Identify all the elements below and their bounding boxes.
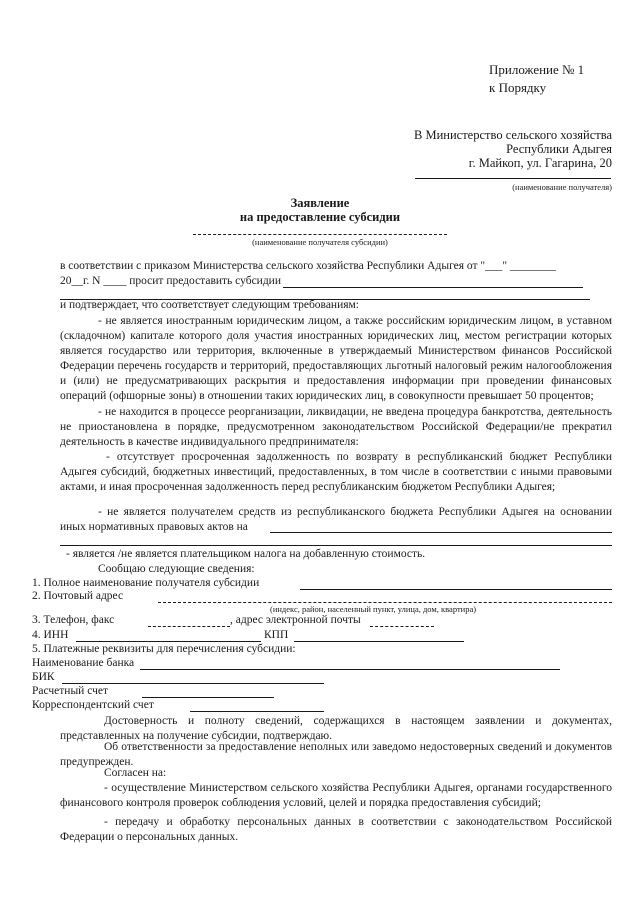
legal-acts-line[interactable] bbox=[270, 532, 612, 533]
addressee-fill-line[interactable] bbox=[415, 178, 611, 179]
bik-label: БИК bbox=[32, 671, 55, 683]
legal-acts-line-2[interactable] bbox=[60, 545, 612, 546]
document-title: Заявление bbox=[290, 196, 350, 210]
requirement-no-debt: - отсутствует просроченная задолженность по возврату в республиканский бюджет Республики Адыгея субсидий, бюджетных инвестиций, предоставленных, в том числе в соответствии с иными правовыми актами, и иная просроченная задолженность перед республиканским бюджетом Республики Адыгея; bbox=[60, 451, 612, 493]
consent-inspections: - осуществление Министерством сельского хозяйства Республики Адыгея, органами государственного финансового контроля проверок соблюдения условий, целей и порядка предоставления субсидий; bbox=[60, 782, 612, 809]
requirement-foreign-entity: - не является иностранным юридическим лицом, а также российским юридическим лицом, в уставном (складочном) капитале которого доля участия иностранных юридических лиц, местом регистрации которых является государство или территория, включенные в утверждаемый Министерством финансов Российской Федерации перечень государств и территорий, предоставляющих льготный налоговый режим налогообложения и (или) не предусматривающих раскрытия и предоставления информации при проведении финансовых операций (офшорные зоны) в отношении таких юридических лиц, в совокупности превышает 50 процентов; bbox=[60, 315, 612, 402]
bank-name-label: Наименование банка bbox=[32, 657, 135, 669]
intro-line-1: в соответствии с приказом Министерства сельского хозяйства Республики Адыгея от "___" ________ bbox=[60, 260, 556, 272]
phone-field[interactable] bbox=[148, 626, 230, 627]
bik-field[interactable] bbox=[62, 683, 324, 684]
appendix-order-label: к Порядку bbox=[489, 80, 547, 95]
appendix-label: Приложение № 1 bbox=[489, 62, 585, 77]
account-label: Расчетный счет bbox=[32, 685, 108, 697]
payment-details-label: 5. Платежные реквизиты для перечисления субсидии: bbox=[32, 643, 296, 655]
requirement-not-recipient: - не является получателем средств из республиканского бюджета Республики Адыгея на основании иных нормативных правовых актов на bbox=[60, 506, 612, 533]
inn-label: 4. ИНН bbox=[32, 629, 69, 641]
document-subtitle: на предоставление субсидии bbox=[239, 210, 401, 224]
kpp-field[interactable] bbox=[294, 641, 464, 642]
addressee-line-3: г. Майкоп, ул. Гагарина, 20 bbox=[468, 156, 612, 170]
corr-account-field[interactable] bbox=[190, 711, 324, 712]
info-intro: Сообщаю следующие сведения: bbox=[98, 563, 255, 575]
account-field[interactable] bbox=[142, 697, 274, 698]
full-name-field[interactable] bbox=[300, 589, 612, 590]
corr-account-label: Корреспондентский счет bbox=[32, 699, 154, 711]
full-name-label: 1. Полное наименование получателя субсидии bbox=[32, 577, 260, 589]
postal-address-caption: (индекс, район, населенный пункт, улица, дом, квартира) bbox=[270, 604, 477, 614]
email-label: , адрес электронной почты bbox=[230, 614, 361, 626]
consent-personal-data: - передачу и обработку персональных данных в соответствии с законодательством Российской Федерации о персональных данных. bbox=[60, 816, 612, 843]
postal-address-field[interactable] bbox=[158, 602, 612, 603]
addressee-line-1: В Министерство сельского хозяйства bbox=[414, 128, 612, 142]
closing-responsibility: Об ответственности за предоставление неполных или заведомо недостоверных сведений и документов предупрежден. bbox=[60, 741, 612, 768]
applicant-name-caption: (наименование получателя субсидии) bbox=[252, 237, 388, 247]
addressee-line-2: Республики Адыгея bbox=[506, 142, 612, 156]
requirement-reorganization: - не находится в процессе реорганизации, ликвидации, не введена процедура банкротства, деятельность не приостановлена в порядке, предусмотренном законодательством Российской Федерации/не прекратил деятельность в качестве индивидуального предпринимателя: bbox=[60, 406, 612, 448]
phone-label: 3. Телефон, факс bbox=[32, 614, 115, 626]
addressee-caption: (наименование получателя) bbox=[512, 182, 612, 192]
postal-address-label: 2. Почтовый адрес bbox=[32, 590, 124, 602]
email-field[interactable] bbox=[370, 626, 434, 627]
bank-name-field[interactable] bbox=[140, 669, 560, 670]
intro-line-3: и подтверждает, что соответствует следующим требованиям: bbox=[60, 299, 359, 311]
subsidy-purpose-line[interactable] bbox=[283, 287, 583, 288]
closing-accuracy: Достоверность и полноту сведений, содержащихся в настоящем заявлении и документах, представленных на получение субсидии, подтверждаю. bbox=[60, 715, 612, 742]
applicant-name-line[interactable] bbox=[193, 234, 447, 235]
inn-field[interactable] bbox=[76, 641, 261, 642]
vat-statement: - является /не является плательщиком налога на добавленную стоимость. bbox=[66, 548, 426, 560]
intro-line-2: 20__г. N ____ просит предоставить субсидии bbox=[60, 275, 281, 287]
closing-consent-label: Согласен на: bbox=[104, 767, 167, 779]
kpp-label: КПП bbox=[264, 629, 289, 641]
